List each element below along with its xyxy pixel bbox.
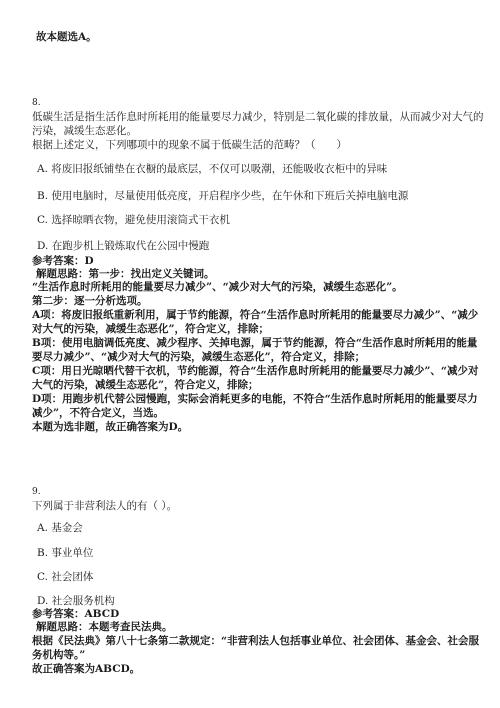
question-8-analysis-line-11: 减少”，不符合定义，当选。 [32,407,165,419]
question-8-answer: 参考答案：D [32,255,94,267]
question-9-analysis-line-2: 根据《民法典》第八十七条第二款规定：“非营利法人包括事业单位、社会团体、基金会、社会服 [32,635,480,647]
question-8-analysis-line-1: 解题思路：第一步：找出定义关键词。 [36,268,215,280]
question-8-option-d: D. 在跑步机上锻炼取代在公园中慢跑 [37,240,210,252]
question-9-option-b: B. 事业单位 [37,547,94,559]
question-8-option-b: B. 使用电脑时，尽量使用低亮度，开启程序少些，在午休和下班后关掉电脑电源 [37,190,409,202]
question-9-analysis-line-3: 务机构等。” [32,649,86,661]
previous-conclusion: 故本题选A。 [36,31,97,43]
question-8-analysis-line-2: “生活作息时所耗用的能量要尽力减少”、“减少对大气的污染，减缓生态恶化”。 [32,281,403,293]
question-8-analysis-line-10: D项：用跑步机代替公园慢跑，实际会消耗更多的电能，不符合“生活作息时所耗用的能量要尽力 [32,393,478,405]
question-8-analysis-line-9: 大气的污染，减缓生态恶化”，符合定义，排除； [32,379,259,391]
question-9-answer: 参考答案：ABCD [32,608,120,620]
question-8-stem-line-2: 污染，减缓生态恶化。 [32,125,137,137]
question-8-option-c: C. 选择晾晒衣物，避免使用滚筒式干衣机 [37,214,230,226]
question-8-analysis-line-4: A项：将废旧报纸重新利用，属于节约能源，符合“生活作息时所耗用的能量要尽力减少”、“减少 [32,309,479,321]
question-8-analysis-line-8: C项：用日光晾晒代替干衣机，节约能源，符合“生活作息时所耗用的能量要尽力减少”、“减少对 [32,365,479,377]
question-8-number: 8. [32,98,41,108]
question-9-option-d: D. 社会服务机构 [37,595,115,607]
question-9-analysis-line-4: 故正确答案为ABCD。 [32,663,141,675]
question-9-stem: 下列属于非营利法人的有（ ）。 [32,500,178,512]
question-9-number: 9. [32,487,41,497]
question-9-option-a: A. 基金会 [37,522,83,534]
question-9-analysis-line-1: 解题思路：本题考查民法典。 [36,621,173,633]
question-8-option-a: A. 将废旧报纸铺垫在衣橱的最底层，不仅可以吸潮，还能吸收衣柜中的异味 [37,163,388,175]
question-8-analysis-line-12: 本题为选非题，故正确答案为D。 [32,421,189,433]
question-8-analysis-line-5: 对大气的污染，减缓生态恶化”，符合定义，排除； [32,323,270,335]
question-9-option-c: C. 社会团体 [37,571,94,583]
question-8-analysis-line-6: B项：使用电脑调低亮度、减少程序、关掉电源，属于节约能源，符合“生活作息时所耗用的能量 [32,337,478,349]
question-8-analysis-line-7: 要尽力减少”、“减少对大气的污染，减缓生态恶化”，符合定义，排除； [32,351,366,363]
question-8-analysis-line-3: 第二步：逐一分析选项。 [32,295,148,307]
question-8-stem-line-1: 低碳生活是指生活作息时所耗用的能量要尽力减少，特别是二氧化碳的排放量，从而减少对大气的 [32,111,484,123]
question-8-stem-line-3: 根据上述定义，下列哪项中的现象不属于低碳生活的范畴？（ ） [32,139,347,151]
